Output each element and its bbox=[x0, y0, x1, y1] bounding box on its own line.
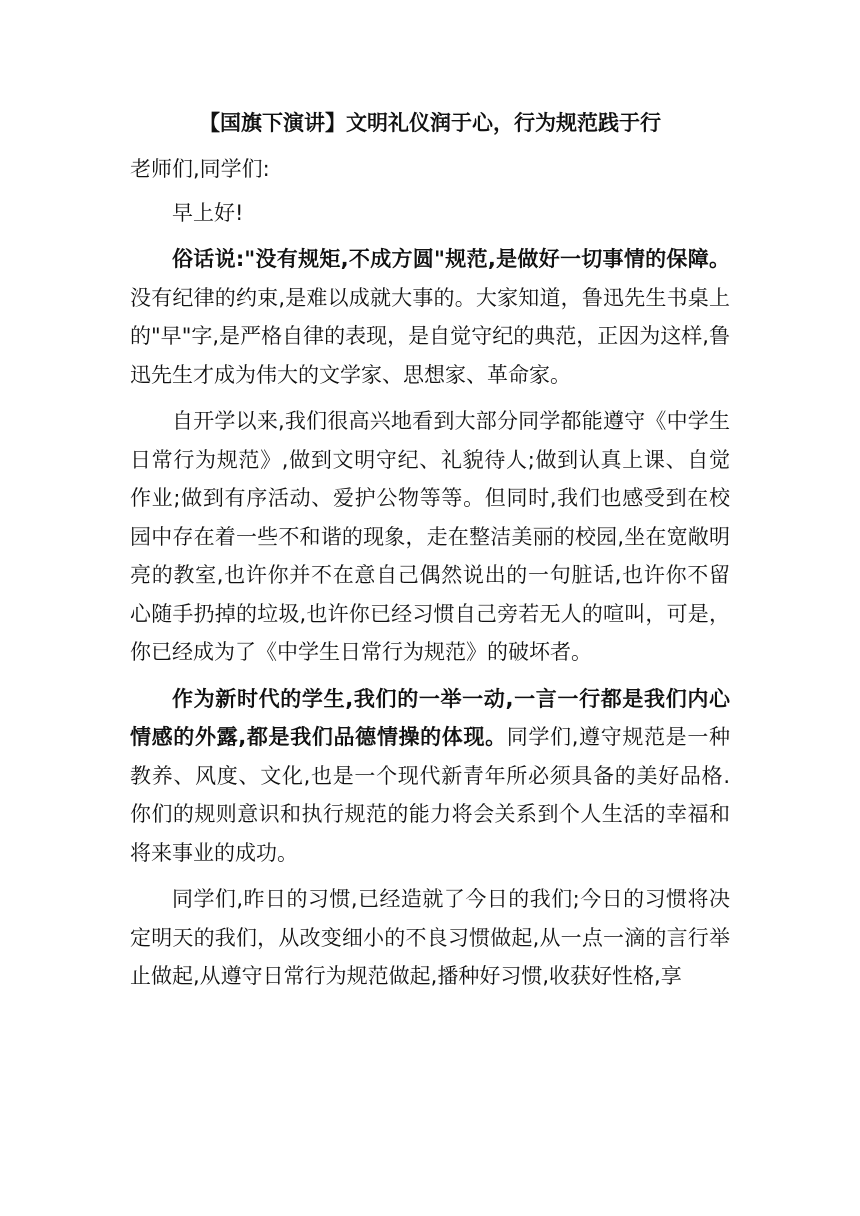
document-title: 【国旗下演讲】文明礼仪润于心，行为规范践于行 bbox=[199, 111, 661, 135]
paragraph-4-text: 同学们,昨日的习惯,已经造就了今日的我们;今日的习惯将决定明天的我们，从改变细小的不良习惯做起,从一点一滴的言行举止做起,从遵守日常行为规范做起,播种好习惯,收获好性格,享 bbox=[130, 887, 730, 988]
document-body bbox=[130, 104, 730, 1004]
greeting: 早上好! bbox=[172, 201, 244, 225]
paragraph-3-text: 同学们,遵守规范是一种教养、风度、文化,也是一个现代新青年所必须具备的美好品格.你们的规则意识和执行规范的能力将会关系到个人生活的幸福和将来事业的成功。 bbox=[130, 725, 730, 865]
paragraph-4 bbox=[130, 880, 730, 996]
salutation: 老师们,同学们: bbox=[130, 157, 270, 181]
paragraph-3-bold: 作为新时代的学生,我们的一举一动,一言一行都是我们内心情感的外露,都是我们品德情操的体现。 bbox=[130, 686, 730, 749]
paragraph-2 bbox=[130, 402, 730, 672]
paragraph-1-text: 没有纪律的约束,是难以成就大事的。大家知道，鲁迅先生书桌上的"早"字,是严格自律的表现，是自觉守纪的典范，正因为这样,鲁迅先生才成为伟大的文学家、思想家、革命家。 bbox=[130, 285, 730, 387]
paragraph-1 bbox=[130, 240, 730, 394]
paragraph-2-text: 自开学以来,我们很高兴地看到大部分同学都能遵守《中学生日常行为规范》,做到文明守纪、礼貌待人;做到认真上课、自觉作业;做到有序活动、爱护公物等等。但同时,我们也感受到在校园中存在着一些不和谐的现象，走在整洁美丽的校园,坐在宽敞明亮的教室,也许你并不在意自己偶然说出的一句脏话,也许你不留心随手扔掉的垃圾,也许你已经习惯自己旁若无人的喧叫，可是，你已经成为了《中学生日常行为规范》的破坏者。 bbox=[130, 409, 730, 664]
paragraph-3 bbox=[130, 680, 730, 873]
paragraph-1-bold: 俗话说:"没有规矩,不成方圆"规范,是做好一切事情的保障。 bbox=[172, 247, 730, 271]
